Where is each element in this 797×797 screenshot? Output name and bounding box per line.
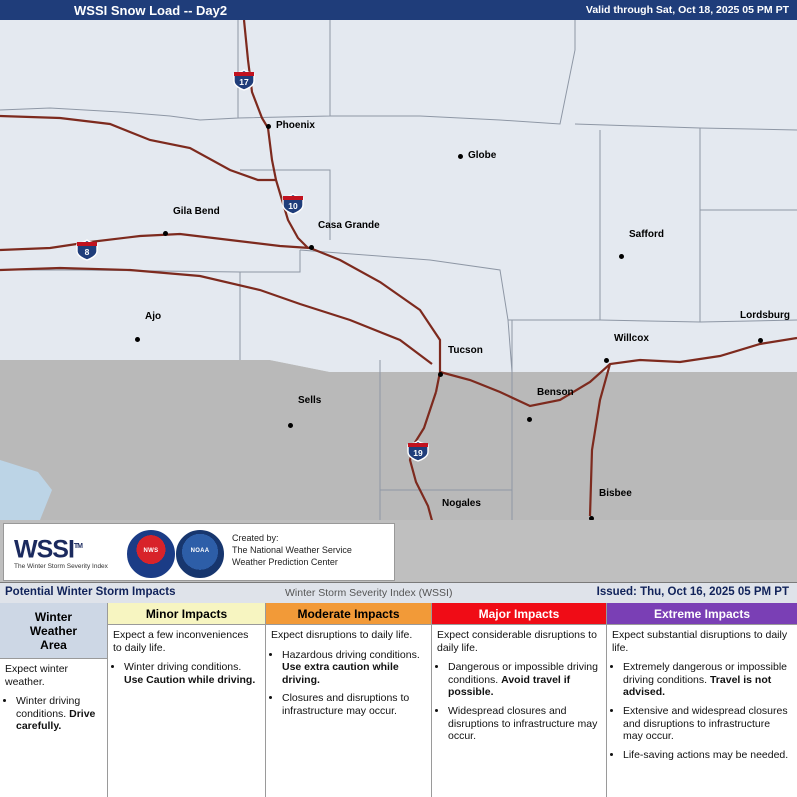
city-dot bbox=[309, 245, 314, 250]
legend-column-moderate-impacts[interactable] bbox=[266, 603, 432, 797]
created-by-block bbox=[232, 532, 352, 568]
city-label: Benson bbox=[537, 387, 574, 398]
legend-column-minor-impacts[interactable] bbox=[108, 603, 266, 797]
legend-bullets bbox=[271, 649, 426, 718]
city-label: Ajo bbox=[145, 311, 162, 322]
created-by-line-3: Weather Prediction Center bbox=[232, 557, 338, 567]
legend-summary: Expect a few inconveniences to daily life. bbox=[113, 629, 249, 654]
list-item: • Winter driving conditions. Drive carefully. bbox=[16, 695, 102, 733]
legend-header bbox=[0, 603, 107, 659]
legend-bullets bbox=[5, 695, 102, 733]
list-item: • Extremely dangerous or impossible driving conditions. Travel is not advised. bbox=[623, 661, 792, 699]
legend-body bbox=[607, 625, 797, 761]
list-item: • Hazardous driving conditions. Use extra caution while driving. bbox=[282, 649, 426, 687]
legend-body bbox=[266, 625, 431, 718]
impacts-bar-subtitle: Winter Storm Severity Index (WSSI) bbox=[285, 587, 453, 599]
shield-number: 19 bbox=[413, 448, 423, 458]
city-dot bbox=[458, 154, 463, 159]
legend-title-line-1: Winter bbox=[34, 609, 73, 624]
legend-header: Extreme Impacts bbox=[607, 603, 797, 625]
list-item: • Dangerous or impossible driving conditions. Avoid travel if possible. bbox=[448, 661, 601, 699]
legend-column-major-impacts[interactable] bbox=[432, 603, 607, 797]
legend-bullets bbox=[437, 661, 601, 743]
city-dot bbox=[619, 254, 624, 259]
legend-column-extreme-impacts[interactable] bbox=[607, 603, 797, 797]
impacts-bar bbox=[0, 582, 797, 604]
shield-number: 17 bbox=[239, 77, 249, 87]
city-label: Globe bbox=[468, 150, 497, 161]
city-label: Sells bbox=[298, 395, 322, 406]
city-dot bbox=[604, 358, 609, 363]
city-label: Phoenix bbox=[276, 120, 315, 131]
nws-seal-icon bbox=[127, 530, 175, 578]
list-item: • Winter driving conditions. Use Caution while driving. bbox=[124, 661, 260, 686]
list-item: • Widespread closures and disruptions to infrastructure may occur. bbox=[448, 705, 601, 743]
interstate-shield-8 bbox=[76, 239, 98, 261]
wssi-tagline: The Winter Storm Severity Index bbox=[14, 563, 108, 571]
attribution-box bbox=[3, 523, 395, 581]
legend-header: Moderate Impacts bbox=[266, 603, 431, 625]
legend bbox=[0, 603, 797, 797]
legend-summary: Expect disruptions to daily life. bbox=[271, 629, 413, 641]
legend-body bbox=[432, 625, 606, 743]
city-label: Willcox bbox=[614, 333, 649, 344]
city-label: Bisbee bbox=[599, 488, 632, 499]
impacts-bar-title: Potential Winter Storm Impacts bbox=[5, 586, 176, 598]
city-dot bbox=[135, 337, 140, 342]
interstate-shield-17 bbox=[233, 69, 255, 91]
city-label: Nogales bbox=[442, 498, 481, 509]
city-dot bbox=[266, 124, 271, 129]
map-geometry bbox=[0, 20, 797, 520]
city-label: Casa Grande bbox=[318, 220, 380, 231]
noaa-seal-label: NOAA bbox=[190, 548, 210, 554]
nws-seal-label: NWS bbox=[143, 548, 159, 554]
legend-header: Major Impacts bbox=[432, 603, 606, 625]
logo-strip bbox=[0, 520, 797, 582]
legend-column-winter-weather-area[interactable] bbox=[0, 603, 108, 797]
shield-number: 10 bbox=[288, 201, 298, 211]
legend-title-line-2: Weather bbox=[29, 623, 78, 638]
map-canvas[interactable] bbox=[0, 20, 797, 521]
city-dot bbox=[758, 338, 763, 343]
list-item: • Extensive and widespread closures and disruptions to infrastructure may occur. bbox=[623, 705, 792, 743]
legend-title-line-3: Area bbox=[40, 637, 67, 652]
created-by-line-2: The National Weather Service bbox=[232, 545, 352, 555]
created-by-line-1: Created by: bbox=[232, 533, 279, 543]
issued-text: Issued: Thu, Oct 16, 2025 05 PM PT bbox=[596, 586, 789, 598]
wssi-logo bbox=[14, 534, 119, 570]
legend-bullets bbox=[612, 661, 792, 761]
page-title: WSSI Snow Load -- Day2 bbox=[74, 3, 228, 18]
city-label: Tucson bbox=[448, 345, 483, 356]
legend-body bbox=[0, 659, 107, 733]
trademark-mark: TM bbox=[73, 543, 83, 550]
city-dot bbox=[438, 372, 443, 377]
legend-bullets bbox=[113, 661, 260, 686]
legend-summary: Expect substantial disruptions to daily life. bbox=[612, 629, 788, 654]
wssi-brand-text: WSSI bbox=[14, 535, 74, 564]
interstate-shield-19 bbox=[407, 440, 429, 462]
list-item: • Closures and disruptions to infrastructure may occur. bbox=[282, 692, 426, 717]
legend-header: Minor Impacts bbox=[108, 603, 265, 625]
legend-body bbox=[108, 625, 265, 686]
city-dot bbox=[288, 423, 293, 428]
legend-summary: Expect winter weather. bbox=[5, 663, 69, 688]
valid-through-text: Valid through Sat, Oct 18, 2025 05 PM PT bbox=[585, 4, 789, 16]
legend-summary: Expect considerable disruptions to daily life. bbox=[437, 629, 597, 654]
list-item: • Life-saving actions may be needed. bbox=[623, 749, 792, 762]
city-label: Safford bbox=[629, 229, 664, 240]
city-dot bbox=[163, 231, 168, 236]
city-label: Lordsburg bbox=[740, 310, 790, 321]
noaa-seal-icon bbox=[176, 530, 224, 578]
city-dot bbox=[527, 417, 532, 422]
shield-number: 8 bbox=[84, 247, 90, 257]
title-bar bbox=[0, 0, 797, 20]
city-label: Gila Bend bbox=[173, 206, 220, 217]
interstate-shield-10 bbox=[282, 193, 304, 215]
